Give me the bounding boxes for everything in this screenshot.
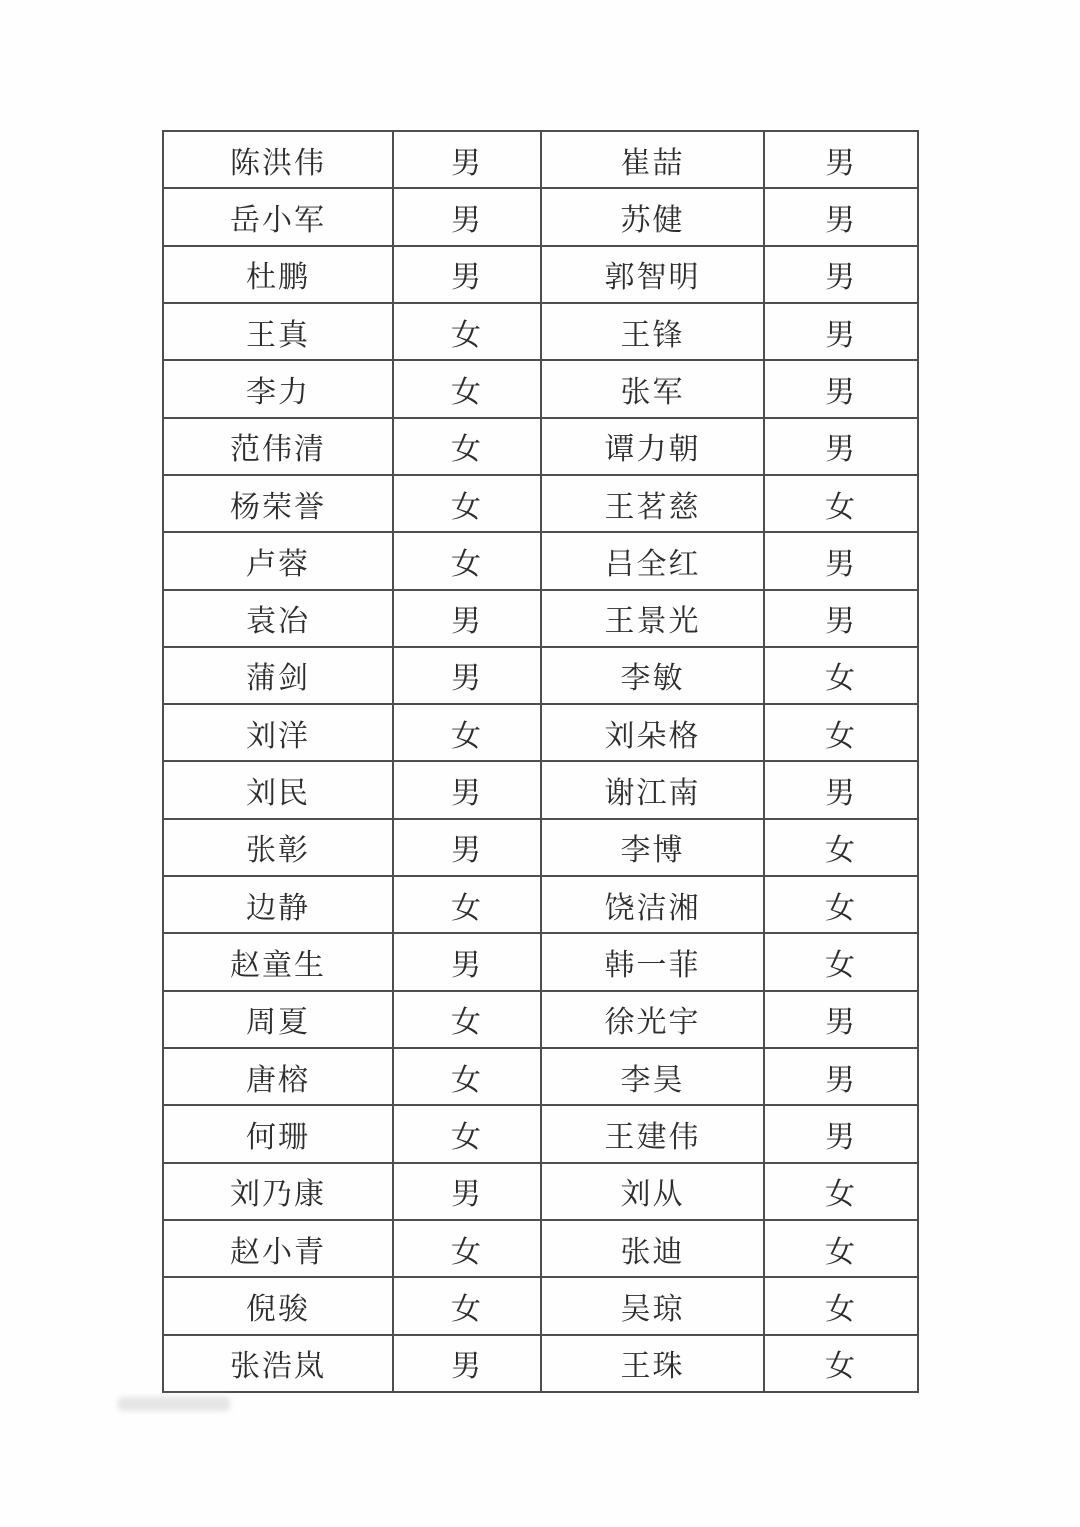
name-cell: 刘朵格 [541,704,764,761]
gender-cell: 女 [393,876,541,933]
gender-cell: 男 [393,188,541,245]
gender-cell: 男 [764,303,918,360]
name-cell: 李昊 [541,1048,764,1105]
table-row [163,475,918,532]
gender-cell: 男 [393,1335,541,1392]
gender-cell: 男 [393,933,541,990]
gender-cell: 女 [764,1335,918,1392]
gender-cell: 女 [764,1163,918,1220]
table-row [163,991,918,1048]
name-cell: 徐光宇 [541,991,764,1048]
table-row [163,819,918,876]
name-cell: 苏健 [541,188,764,245]
name-cell: 张迪 [541,1220,764,1277]
table-row [163,1335,918,1392]
roster-table-body [163,131,918,1392]
gender-cell: 女 [393,991,541,1048]
table-row [163,1277,918,1334]
name-cell: 刘洋 [163,704,393,761]
name-cell: 饶洁湘 [541,876,764,933]
gender-cell: 女 [393,1048,541,1105]
gender-cell: 女 [764,1220,918,1277]
table-row [163,1220,918,1277]
gender-cell: 男 [393,590,541,647]
gender-cell: 男 [764,590,918,647]
table-row [163,876,918,933]
table-row [163,131,918,188]
gender-cell: 女 [393,1105,541,1162]
name-cell: 刘民 [163,761,393,818]
gender-cell: 男 [764,246,918,303]
name-cell: 袁冶 [163,590,393,647]
name-cell: 张彰 [163,819,393,876]
name-cell: 吕全红 [541,532,764,589]
table-row [163,246,918,303]
name-cell: 倪骏 [163,1277,393,1334]
gender-cell: 男 [393,131,541,188]
gender-cell: 女 [764,933,918,990]
table-row [163,1163,918,1220]
gender-cell: 男 [764,131,918,188]
gender-cell: 男 [764,991,918,1048]
gender-cell: 女 [764,819,918,876]
gender-cell: 男 [764,418,918,475]
name-cell: 赵童生 [163,933,393,990]
gender-cell: 男 [764,1048,918,1105]
name-cell: 王锋 [541,303,764,360]
name-cell: 边静 [163,876,393,933]
gender-cell: 女 [393,418,541,475]
table-row [163,188,918,245]
table-row [163,590,918,647]
name-cell: 李敏 [541,647,764,704]
table-row [163,1105,918,1162]
gender-cell: 男 [764,761,918,818]
name-cell: 周夏 [163,991,393,1048]
name-cell: 卢蓉 [163,532,393,589]
gender-cell: 女 [764,876,918,933]
gender-cell: 男 [393,246,541,303]
gender-cell: 女 [393,704,541,761]
gender-cell: 女 [393,1277,541,1334]
name-cell: 崔喆 [541,131,764,188]
table-row [163,647,918,704]
gender-cell: 男 [764,1105,918,1162]
name-cell: 郭智明 [541,246,764,303]
name-cell: 王真 [163,303,393,360]
name-cell: 唐榕 [163,1048,393,1105]
name-cell: 何珊 [163,1105,393,1162]
gender-cell: 男 [764,532,918,589]
name-cell: 张浩岚 [163,1335,393,1392]
table-row [163,1048,918,1105]
table-row [163,360,918,417]
gender-cell: 女 [393,1220,541,1277]
name-cell: 赵小青 [163,1220,393,1277]
name-cell: 谢江南 [541,761,764,818]
name-cell: 李力 [163,360,393,417]
scan-smudge-artifact [118,1397,230,1411]
table-row [163,933,918,990]
name-cell: 王建伟 [541,1105,764,1162]
table-row [163,761,918,818]
name-cell: 李博 [541,819,764,876]
gender-cell: 女 [764,647,918,704]
table-row [163,303,918,360]
gender-cell: 男 [393,761,541,818]
gender-cell: 女 [393,475,541,532]
name-cell: 杜鹏 [163,246,393,303]
name-cell: 王茗慈 [541,475,764,532]
gender-cell: 女 [393,360,541,417]
name-cell: 刘从 [541,1163,764,1220]
name-cell: 陈洪伟 [163,131,393,188]
name-cell: 张军 [541,360,764,417]
name-gender-roster-table [162,130,919,1393]
name-cell: 范伟清 [163,418,393,475]
gender-cell: 女 [764,475,918,532]
gender-cell: 女 [764,1277,918,1334]
name-cell: 韩一菲 [541,933,764,990]
name-cell: 蒲剑 [163,647,393,704]
name-cell: 岳小军 [163,188,393,245]
name-cell: 王珠 [541,1335,764,1392]
gender-cell: 男 [764,360,918,417]
gender-cell: 女 [393,532,541,589]
gender-cell: 男 [393,647,541,704]
name-cell: 杨荣誉 [163,475,393,532]
table-row [163,532,918,589]
table-row [163,704,918,761]
gender-cell: 女 [764,704,918,761]
name-cell: 王景光 [541,590,764,647]
gender-cell: 男 [393,819,541,876]
gender-cell: 男 [393,1163,541,1220]
name-cell: 吴琼 [541,1277,764,1334]
name-cell: 谭力朝 [541,418,764,475]
table-row [163,418,918,475]
gender-cell: 男 [764,188,918,245]
name-cell: 刘乃康 [163,1163,393,1220]
gender-cell: 女 [393,303,541,360]
